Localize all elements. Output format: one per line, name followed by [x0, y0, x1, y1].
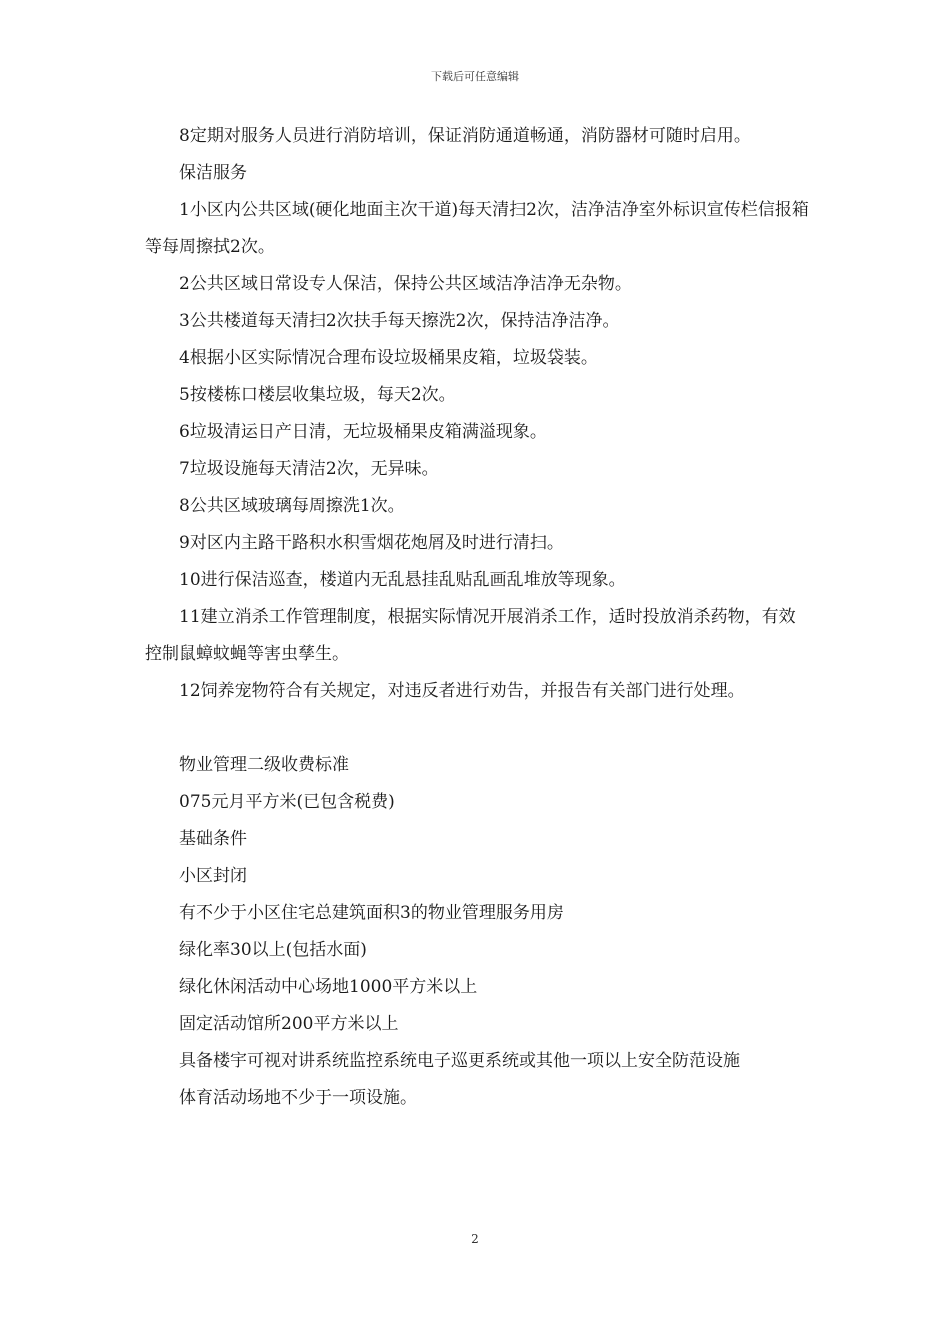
- paragraph: 绿化率30以上(包括水面): [179, 940, 367, 960]
- paragraph: 固定活动馆所200平方米以上: [179, 1014, 399, 1034]
- paragraph: 3公共楼道每天清扫2次扶手每天擦洗2次，保持洁净洁净。: [179, 311, 620, 331]
- paragraph: 1小区内公共区域(硬化地面主次干道)每天清扫2次，洁净洁净室外标识宣传栏信报箱等每周擦拭2次。: [145, 200, 809, 257]
- paragraph: 075元月平方米(已包含税费): [179, 792, 395, 812]
- paragraph: 11建立消杀工作管理制度，根据实际情况开展消杀工作，适时投放消杀药物，有效控制鼠蟑蚊蝇等害虫孳生。: [145, 607, 796, 664]
- page-number: 2: [471, 1232, 479, 1246]
- paragraph: 体育活动场地不少于一项设施。: [179, 1088, 417, 1108]
- paragraph: 9对区内主路干路积水积雪烟花炮屑及时进行清扫。: [179, 533, 564, 553]
- paragraph: 小区封闭: [179, 866, 247, 886]
- paragraph: 12饲养宠物符合有关规定，对违反者进行劝告，并报告有关部门进行处理。: [179, 681, 745, 701]
- section-heading: 物业管理二级收费标准: [179, 755, 349, 775]
- paragraph: 6垃圾清运日产日清，无垃圾桶果皮箱满溢现象。: [179, 422, 547, 442]
- page-header: 下载后可任意编辑: [431, 70, 519, 83]
- paragraph: 基础条件: [179, 829, 247, 849]
- paragraph: 4根据小区实际情况合理布设垃圾桶果皮箱，垃圾袋装。: [179, 348, 598, 368]
- paragraph: 有不少于小区住宅总建筑面积3的物业管理服务用房: [179, 903, 564, 923]
- paragraph: 8公共区域玻璃每周擦洗1次。: [179, 496, 405, 516]
- paragraph: 具备楼宇可视对讲系统监控系统电子巡更系统或其他一项以上安全防范设施: [179, 1051, 740, 1071]
- paragraph: 7垃圾设施每天清洁2次，无异味。: [179, 459, 439, 479]
- paragraph: 8定期对服务人员进行消防培训，保证消防通道畅通，消防器材可随时启用。: [179, 126, 751, 146]
- document-body: [145, 118, 810, 1117]
- section-heading: 保洁服务: [179, 163, 247, 183]
- blank-line: [145, 710, 810, 747]
- paragraph: 10进行保洁巡查，楼道内无乱悬挂乱贴乱画乱堆放等现象。: [179, 570, 626, 590]
- paragraph: 2公共区域日常设专人保洁，保持公共区域洁净洁净无杂物。: [179, 274, 632, 294]
- paragraph: 绿化休闲活动中心场地1000平方米以上: [179, 977, 478, 997]
- paragraph: 5按楼栋口楼层收集垃圾，每天2次。: [179, 385, 456, 405]
